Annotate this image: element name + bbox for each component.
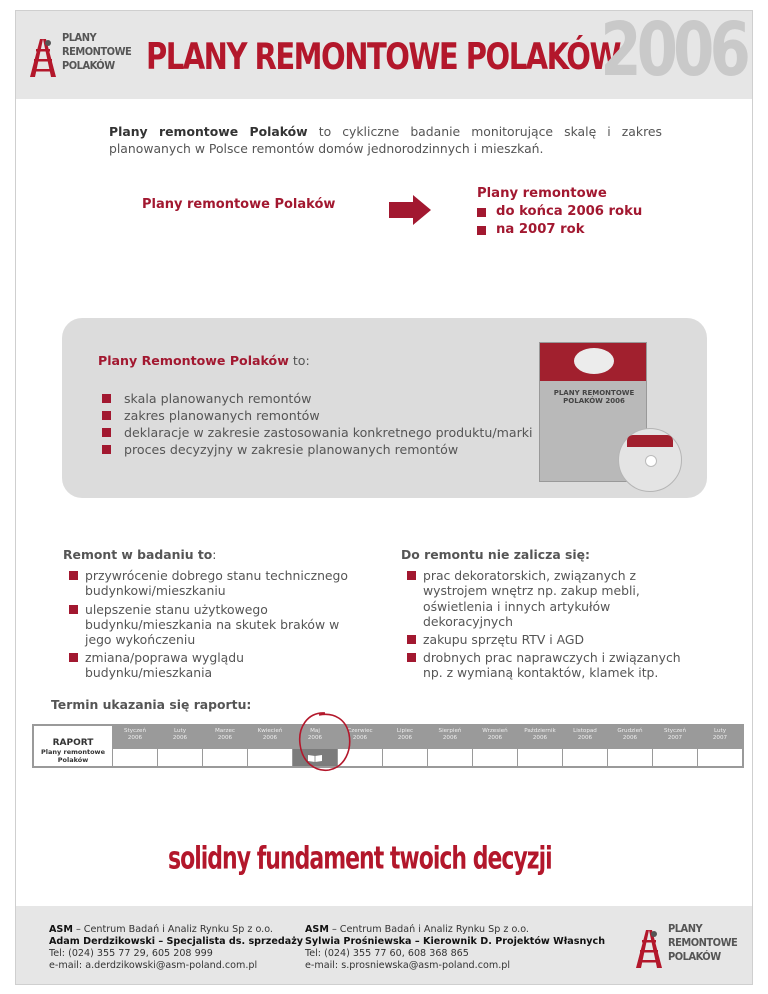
contact-org-bold: ASM [49,924,73,935]
contact-phone: Tel: (024) 355 77 29, 605 208 999 [49,948,213,959]
month-name: Wrzesień [482,728,508,734]
month-year: 2006 [487,735,503,741]
month-name: Kwiecień [257,728,283,734]
ladder-logo-icon [632,926,666,970]
timeline-month-cell [113,726,157,766]
cover-logo-icon [574,348,614,374]
disc-hole [645,455,657,467]
excluded-item: drobnych prac naprawczych i związanych np. z wymianą kontaktów, klamek itp. [401,650,691,680]
month-name: Listopad [573,728,597,734]
timeline-month-cell [608,726,652,766]
features-list [102,390,533,458]
timeline-month-cell [473,726,517,766]
release-date-heading: Termin ukazania się raportu: [51,697,252,712]
month-name: Styczeń [663,728,687,734]
year-badge: 2006 [600,10,746,93]
contact-org-bold: ASM [305,924,329,935]
brand-logo [26,29,132,85]
timeline-label [34,726,112,766]
month-name: Marzec [214,728,235,734]
included-title-rest: : [212,547,217,562]
contact-email[interactable]: e-mail: s.prosniewska@asm-poland.com.pl [305,960,510,971]
timeline-slot [608,749,652,766]
timeline-month-cell [518,726,562,766]
features-panel [62,318,707,498]
intro-text: to cykliczne badanie monitorujące skalę i zakres planowanych w Polsce remontów domów jednorodzinnych i mieszkań. [109,124,662,156]
timeline-month-cell [248,726,292,766]
timeline-month-cell [158,726,202,766]
features-item: zakres planowanych remontów [102,407,533,424]
month-name: Luty [713,728,727,734]
timeline-month-label [608,726,652,748]
month-year: 2006 [217,735,233,741]
timeline-month-label [203,726,247,748]
cd-disc-image [618,428,682,492]
intro-bold: Plany remontowe Polaków [109,124,308,139]
features-item: proces decyzyjny w zakresie planowanych remontów [102,441,533,458]
timeline-slot [473,749,517,766]
logo-line-2: REMONTOWE [62,45,132,58]
timeline-month-label [248,726,292,748]
timeline-month-cell [383,726,427,766]
timeline-month-cell [563,726,607,766]
features-item: skala planowanych remontów [102,390,533,407]
highlight-circle-icon [295,710,353,774]
month-year: 2007 [712,735,728,741]
ladder-logo-icon [26,35,60,79]
timeline-month-label [158,726,202,748]
timeline-month-label [563,726,607,748]
flow-target-item: na 2007 rok [477,221,642,239]
excluded-item: zakupu sprzętu RTV i AGD [401,632,691,647]
timeline-slot [518,749,562,766]
month-year: 2006 [307,735,323,741]
logo-line-1: PLANY [668,922,703,935]
timeline-month-label [428,726,472,748]
timeline-slot [563,749,607,766]
included-item: ulepszenie stanu użytkowego budynku/mieszkania na skutek braków w jego wykończeniu [63,602,363,648]
flow-source-label: Plany remontowe Polaków [142,197,336,212]
excluded-item: prac dekoratorskich, związanych z wystrojem wnętrz np. zakup mebli, oświetlenia i innych artykułów dekoracyjnych [401,568,691,629]
flow-target-item: do końca 2006 roku [477,203,642,221]
contact-card-projects [305,924,605,972]
footer [16,906,752,985]
features-item: deklaracje w zakresie zastosowania konkretnego produktu/marki [102,424,533,441]
timeline-month-label [113,726,157,748]
timeline-month-label [698,726,742,748]
month-name: Luty [173,728,187,734]
arrow-right-icon [389,195,431,225]
timeline-slot [158,749,202,766]
logo-line-1: PLANY [62,31,97,44]
timeline-month-label [653,726,697,748]
included-item: przywrócenie dobrego stanu technicznego budynkowi/mieszkaniu [63,568,363,598]
timeline-months [113,726,742,766]
month-name: Sierpień [438,728,462,734]
timeline-month-label [518,726,562,748]
included-item: zmiana/poprawa wyglądu budynku/mieszkania [63,650,363,680]
timeline-month-label [473,726,517,748]
month-year: 2007 [667,735,683,741]
header-banner [16,11,752,99]
contact-email[interactable]: e-mail: a.derdzikowski@asm-poland.com.pl [49,960,258,971]
timeline-month-cell [698,726,742,766]
month-year: 2006 [442,735,458,741]
flow-target-title: Plany remontowe [477,186,607,201]
logo-wordmark [62,31,131,73]
timeline-slot [203,749,247,766]
contact-person: Adam Derdzikowski – Specjalista ds. sprzedaży [49,936,304,947]
contact-card-sales [49,924,303,972]
contact-org-rest: – Centrum Badań i Analiz Rynku Sp z o.o. [328,924,529,935]
timeline-slot [113,749,157,766]
features-title-rest: to: [288,353,310,368]
page-title: PLANY REMONTOWE POLAKÓW [146,35,620,78]
month-year: 2006 [577,735,593,741]
timeline-slot [428,749,472,766]
footer-logo [632,920,738,980]
month-year: 2006 [397,735,413,741]
timeline-slot [653,749,697,766]
month-name: Maj [310,728,320,734]
features-title [98,353,310,368]
excluded-title: Do remontu nie zalicza się: [401,547,590,562]
month-year: 2006 [352,735,368,741]
month-year: 2006 [262,735,278,741]
logo-line-2: REMONTOWE [668,936,738,949]
timeline-month-cell [203,726,247,766]
timeline-label-title: RAPORT [52,738,94,748]
timeline-month-cell [428,726,472,766]
cover-title: PLANY REMONTOWE POLAKÓW 2006 [553,389,635,405]
contact-org-rest: – Centrum Badań i Analiz Rynku Sp z o.o. [72,924,273,935]
month-name: Grudzień [617,728,643,734]
month-name: Lipiec [396,728,414,734]
included-title-bold: Remont w badaniu to [63,547,213,562]
disc-label [627,435,673,447]
timeline-month-cell [653,726,697,766]
timeline-month-label [383,726,427,748]
month-year: 2006 [127,735,143,741]
timeline-slot [248,749,292,766]
month-name: Styczeń [123,728,147,734]
contact-person: Sylwia Prośniewska – Kierownik D. Projektów Własnych [305,936,606,947]
features-title-bold: Plany Remontowe Polaków [98,353,289,368]
included-title [63,547,363,562]
contact-org [305,924,605,936]
contact-phone: Tel: (024) 355 77 60, 608 368 865 [305,948,469,959]
month-year: 2006 [532,735,548,741]
logo-line-3: POLAKÓW [668,950,721,963]
timeline-slot [383,749,427,766]
timeline-label-sub: Plany remontowe Polaków [41,748,105,764]
logo-line-3: POLAKÓW [62,59,115,72]
contact-org [49,924,303,936]
timeline-slot [698,749,742,766]
logo-wordmark [668,922,737,964]
slogan: solidny fundament twoich decyzji [168,842,552,877]
month-name: Październik [524,728,556,734]
flow-target-list [477,185,642,239]
brochure-page [15,10,753,985]
excluded-column [401,547,691,684]
included-column [63,547,363,684]
intro-paragraph [109,123,662,157]
release-timeline [32,724,744,768]
month-year: 2006 [622,735,638,741]
month-year: 2006 [172,735,188,741]
month-name: Czerwiec [347,728,373,734]
